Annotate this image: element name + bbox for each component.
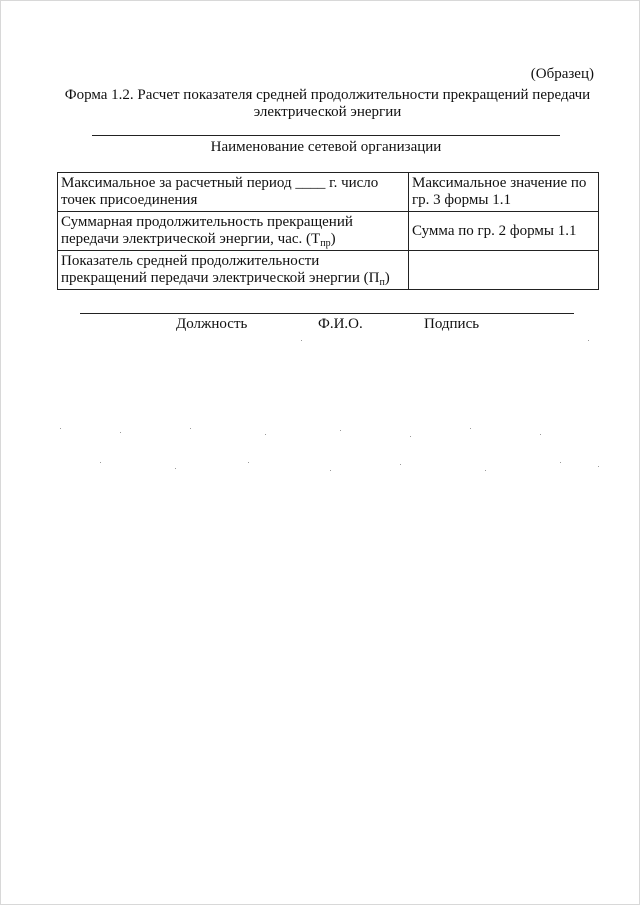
scan-speck [485,470,486,471]
scan-speck [330,470,331,471]
scan-speck [265,434,266,435]
scan-speck [340,430,341,431]
table-row [58,173,599,212]
org-name-label: Наименование сетевой организации [210,139,442,155]
name-label: Ф.И.О. [318,316,363,332]
scan-speck [560,462,561,463]
position-label: Должность [176,316,248,332]
signature-line [80,313,574,314]
scan-speck [540,434,541,435]
table-row [58,251,599,290]
scan-speck [588,340,589,341]
calculation-table [57,172,599,290]
row-value-empty [409,251,599,290]
row-label-text: Суммарная продолжительность прекращений передачи электрической энергии, час. (Т [61,214,353,247]
row-label-text: Показатель средней продолжительности прекращений передачи электрической энергии (П [61,253,380,286]
scan-speck [175,468,176,469]
row-label: Максимальное за расчетный период ____ г. число точек присоединения [58,173,409,212]
scan-speck [410,436,411,437]
signature-label: Подпись [424,316,480,332]
scan-speck [190,428,191,429]
row-label-end: ) [384,270,390,286]
sample-mark: (Образец) [530,66,594,82]
scan-speck [470,428,471,429]
row-label-subscript: пр [320,238,331,249]
scan-speck [60,428,61,429]
row-label-subscript: п [379,277,385,288]
scan-speck [301,340,302,341]
form-title: Форма 1.2. Расчет показателя средней продолжительности прекращений передачи электрической энергии [64,87,591,120]
scan-speck [120,432,121,433]
scan-speck [598,466,599,467]
org-name-line [92,135,560,136]
scan-speck [100,462,101,463]
scan-speck [400,464,401,465]
table-row [58,212,599,251]
scan-speck [248,462,249,463]
row-value: Сумма по гр. 2 формы 1.1 [409,212,599,251]
row-label [58,251,409,290]
row-value: Максимальное значение по гр. 3 формы 1.1 [409,173,599,212]
row-label [58,212,409,251]
row-label-end: ) [330,231,336,247]
